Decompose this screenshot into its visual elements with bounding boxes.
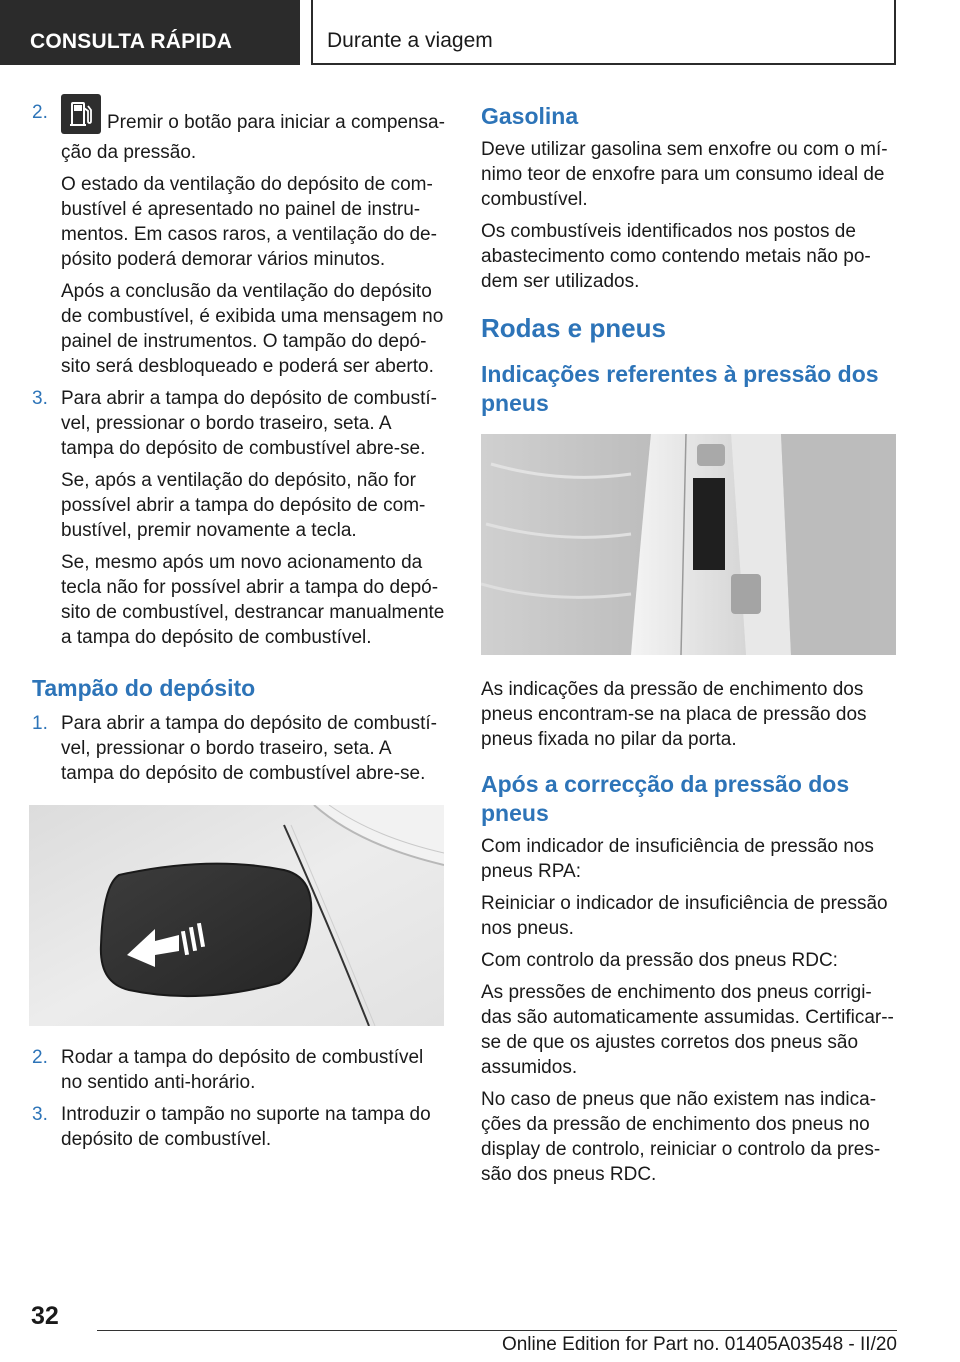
gasolina-paragraph-2: Os combustíveis identificados nos postos de abastecimento como contendo metais não po-dem ser utilizados. [481,221,871,292]
step-text: Para abrir a tampa do depósito de combustí-vel, pressionar o bordo traseiro, seta. A tampa do depósito de combustível abre-se. [61,713,437,784]
after-correction-paragraph-1: Com indicador de insuficiência de pressão nos pneus RPA: [481,836,874,882]
gasolina-heading: Gasolina [481,103,579,129]
step-2-paragraph-2: Após a conclusão da ventilação do depósito de combustível, é exibida uma mensagem no painel de instrumentos. O tampão do depó-sito será desbloqueado e poderá ser aberto. [61,281,444,377]
section-title: CONSULTA RÁPIDA [30,30,233,53]
right-column [481,100,896,1194]
step-text: Introduzir o tampão no suporte na tampa do depósito de combustível. [61,1104,431,1150]
step-2-paragraph-1: O estado da ventilação do depósito de com-bustível é apresentado no painel de instru-mentos. Em casos raros, a ventilação do de-pósito poderá demorar vários minutos. [61,174,437,270]
cap-step-2 [32,1045,447,1095]
step-number: 3. [32,1104,48,1125]
chapter-title: Durante a viagem [327,29,493,52]
page-number: 32 [31,1302,59,1330]
step-3-paragraph-2: Se, mesmo após um novo acionamento da tecla não for possível abrir a tampa do depó-sito de combustível, destrancar manualmente a tampa do depósito de combustível. [61,552,445,648]
cap-step-3 [32,1102,447,1152]
step-3 [32,386,447,461]
step-2 [32,100,447,165]
step-text: Premir o botão para iniciar a compensa-ção da pressão. [61,112,445,163]
tyre-pressure-info-heading: Indicações referentes à pressão dos pneus [481,361,879,416]
step-number: 2. [32,1047,48,1068]
gasolina-paragraph-1: Deve utilizar gasolina sem enxofre ou com o mí-nimo teor de enxofre para um consumo ideal de combustível. [481,139,888,210]
cap-step-1 [32,711,447,786]
after-correction-heading: Após a correcção da pressão dos pneus [481,771,850,826]
door-pillar-illustration [481,434,896,655]
step-text: Rodar a tampa do depósito de combustível no sentido anti-horário. [61,1047,424,1093]
wheels-tyres-heading: Rodas e pneus [481,313,666,343]
tyre-pressure-info-paragraph: As indicações da pressão de enchimento dos pneus encontram-se na placa de pressão dos pneus fixada no pilar da porta. [481,679,867,750]
section-tab [0,0,300,65]
after-correction-paragraph-4: As pressões de enchimento dos pneus corrigi-das são automaticamente assumidas. Certificar--se de que os ajustes corretos dos pneus são assumidos. [481,982,894,1078]
fuel-button-icon [61,94,101,134]
step-text: Para abrir a tampa do depósito de combustí-vel, pressionar o bordo traseiro, seta. A tampa do depósito de combustível abre-se. [61,388,437,459]
fuel-cap-heading: Tampão do depósito [32,675,256,701]
step-number: 3. [32,388,48,409]
after-correction-paragraph-3: Com controlo da pressão dos pneus RDC: [481,950,838,971]
step-3-paragraph-1: Se, após a ventilação do depósito, não for possível abrir a tampa do depósito de com-bustível, premir novamente a tecla. [61,470,426,541]
after-correction-paragraph-2: Reiniciar o indicador de insuficiência de pressão nos pneus. [481,893,888,939]
after-correction-paragraph-5: No caso de pneus que não existem nas indica-ções da pressão de enchimento dos pneus no display de controlo, reiniciar o controlo da pres-são dos pneus RDC. [481,1089,881,1185]
chapter-tab [311,0,896,65]
edition-note: Online Edition for Part no. 01405A03548 - II/20 [501,1334,897,1355]
footer-divider [97,1330,897,1331]
step-number: 1. [32,713,48,734]
step-number: 2. [32,102,48,123]
left-column [32,100,447,1159]
fuel-flap-illustration [29,805,444,1026]
